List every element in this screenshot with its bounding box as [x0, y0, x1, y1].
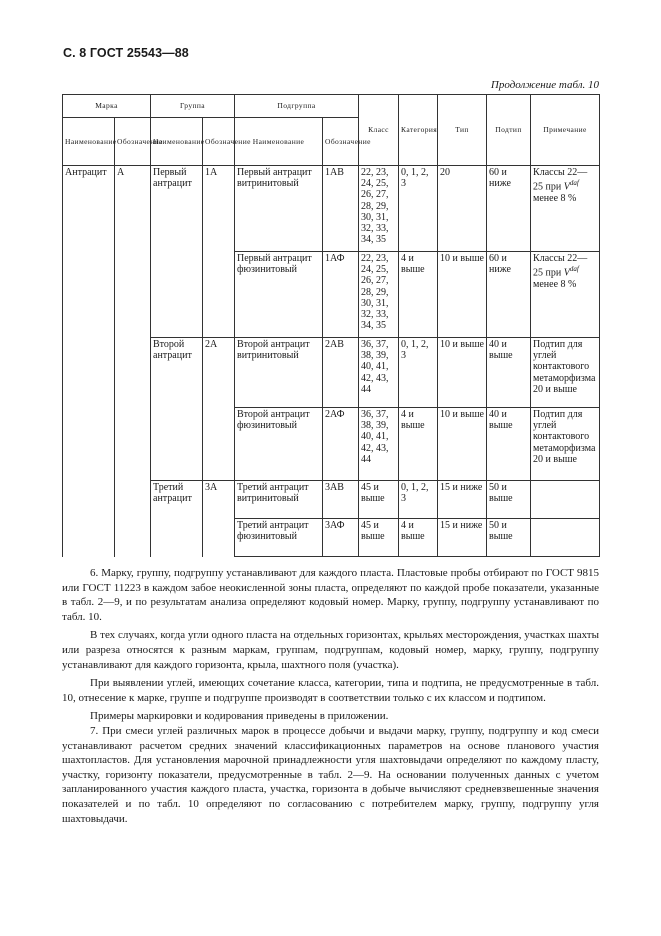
v-superscript: daf	[569, 179, 579, 188]
note-cell: Подтип для углей контактового метаморфизма 20 и выше	[531, 408, 600, 481]
table-continuation-label: Продолжение табл. 10	[490, 79, 599, 91]
subgroup-name: Второй антрацит фюзинитовый	[235, 408, 323, 481]
subgroup-name: Третий антрацит витринитовый	[235, 481, 323, 519]
klass-cell: 45 и выше	[359, 519, 399, 557]
note-cell	[531, 252, 600, 338]
tip-cell: 15 и ниже	[438, 519, 487, 557]
klass-cell: 45 и выше	[359, 481, 399, 519]
subgroup-name: Первый антрацит витринитовый	[235, 166, 323, 252]
note-text: менее 8 %	[533, 192, 577, 204]
klass-cell: 36, 37, 38, 39, 40, 41, 42, 43, 44	[359, 408, 399, 481]
header-marka: Марка	[63, 95, 151, 118]
subgroup-name: Третий антрацит фюзинитовый	[235, 519, 323, 557]
paragraph: 6. Марку, группу, подгруппу устанавливают для каждого пласта. Пластовые пробы отбирают по ГОСТ 9815 или ГОСТ 11223 в каждом забое неокисленной зоны пласта, определяют по каждой пробе показатели, указанные в табл. 2—9, и по результатам анализа определяют кодовый номер. Марку, группу, подгруппу устанавливают по табл. 10.	[62, 567, 599, 623]
group-designation: 3А	[203, 481, 235, 557]
header-marka-designation: Обозначение	[115, 118, 151, 166]
podtip-cell: 60 и ниже	[487, 166, 531, 252]
header-gruppa-designation: Обозначение	[203, 118, 235, 166]
podtip-cell: 60 и ниже	[487, 252, 531, 338]
group-name: Первый антрацит	[151, 166, 203, 338]
note-cell	[531, 166, 600, 252]
subgroup-designation: 1АВ	[323, 166, 359, 252]
header-podgruppa-name: Наименование	[235, 118, 323, 166]
brand-name: Антрацит	[63, 166, 115, 557]
kategoriya-cell: 4 и выше	[399, 519, 438, 557]
header-podgruppa: Подгруппа	[235, 95, 359, 118]
klass-cell: 22, 23, 24, 25, 26, 27, 28, 29, 30, 31, 32, 33, 34, 35	[359, 166, 399, 252]
note-text: Классы 22—25 при	[533, 253, 588, 279]
paragraph: Примеры маркировки и кодирования приведены в приложении.	[90, 710, 389, 723]
group-name: Второй антрацит	[151, 338, 203, 481]
subgroup-designation: 2АВ	[323, 338, 359, 408]
subgroup-name: Первый антрацит фюзинитовый	[235, 252, 323, 338]
subgroup-designation: 3АВ	[323, 481, 359, 519]
note-cell: Подтип для углей контактового метаморфизма 20 и выше	[531, 338, 600, 408]
podtip-cell: 40 и выше	[487, 408, 531, 481]
note-text: Классы 22—25 при	[533, 167, 588, 193]
paragraph: 7. При смеси углей различных марок в процессе добычи и выдачи марку, группу, подгруппу и код смеси устанавливают расчетом средних значений классификационных параметров на основе планового участия шахтопластов. Для установления марочной принадлежности угля шахтовыдачи определяют по каждому пласту, участку, горизонту показатели, предусмотренные в табл. 2—9. На основании полученных данных с учетом запланированного участия каждого пласта, участка, горизонта в добыче вычисляют средневзвешенные значения показателей и по табл. 10 определяют по согласованию с потребителем марку, группу, подгруппу угля шахтовыдачи.	[62, 724, 599, 825]
kategoriya-cell: 4 и выше	[399, 408, 438, 481]
podtip-cell: 40 и выше	[487, 338, 531, 408]
tip-cell: 20	[438, 166, 487, 252]
klass-cell: 22, 23, 24, 25, 26, 27, 28, 29, 30, 31, 32, 33, 34, 35	[359, 252, 399, 338]
kategoriya-cell: 0, 1, 2, 3	[399, 481, 438, 519]
table-row	[63, 166, 600, 252]
klass-cell: 36, 37, 38, 39, 40, 41, 42, 43, 44	[359, 338, 399, 408]
tip-cell: 15 и ниже	[438, 481, 487, 519]
header-primechanie: Примечание	[531, 95, 600, 166]
note-text: менее 8 %	[533, 278, 577, 290]
coal-classification-table	[62, 94, 600, 557]
kategoriya-cell: 0, 1, 2, 3	[399, 338, 438, 408]
podtip-cell: 50 и выше	[487, 519, 531, 557]
header-tip: Тип	[438, 95, 487, 166]
header-podtip: Подтип	[487, 95, 531, 166]
brand-designation: А	[115, 166, 151, 557]
subgroup-designation: 3АФ	[323, 519, 359, 557]
header-podgruppa-designation: Обозначение	[323, 118, 359, 166]
subgroup-name: Второй антрацит витринитовый	[235, 338, 323, 408]
kategoriya-cell: 4 и выше	[399, 252, 438, 338]
group-designation: 1А	[203, 166, 235, 338]
v-superscript: daf	[569, 265, 579, 274]
tip-cell: 10 и выше	[438, 252, 487, 338]
subgroup-designation: 1АФ	[323, 252, 359, 338]
v-symbol: V	[563, 181, 570, 193]
subgroup-designation: 2АФ	[323, 408, 359, 481]
body-text	[62, 566, 599, 826]
tip-cell: 10 и выше	[438, 408, 487, 481]
group-designation: 2А	[203, 338, 235, 481]
group-name: Третий антрацит	[151, 481, 203, 557]
header-klass: Класс	[359, 95, 399, 166]
v-symbol: V	[563, 267, 570, 279]
paragraph: При выявлении углей, имеющих сочетание класса, категории, типа и подтипа, не предусмотренные в табл. 10, отнесение к марке, группе и подгруппе производят в соответствии только с их классом и подтипом.	[62, 677, 599, 704]
header-gruppa: Группа	[151, 95, 235, 118]
paragraph: В тех случаях, когда угли одного пласта на отдельных горизонтах, крыльях месторождения, участках шахты или разреза относятся к разным маркам, группам, подгруппам, кодовый номер, марку, группу, подгруппу устанавливают для каждого горизонта, крыла, шахтного поля (участка).	[62, 629, 599, 671]
note-cell	[531, 519, 600, 557]
tip-cell: 10 и выше	[438, 338, 487, 408]
header-gruppa-name: Наименование	[151, 118, 203, 166]
header-marka-name: Наименование	[63, 118, 115, 166]
note-cell	[531, 481, 600, 519]
header-kategoriya: Категория	[399, 95, 438, 166]
podtip-cell: 50 и выше	[487, 481, 531, 519]
kategoriya-cell: 0, 1, 2, 3	[399, 166, 438, 252]
page-header: С. 8 ГОСТ 25543—88	[63, 46, 189, 60]
